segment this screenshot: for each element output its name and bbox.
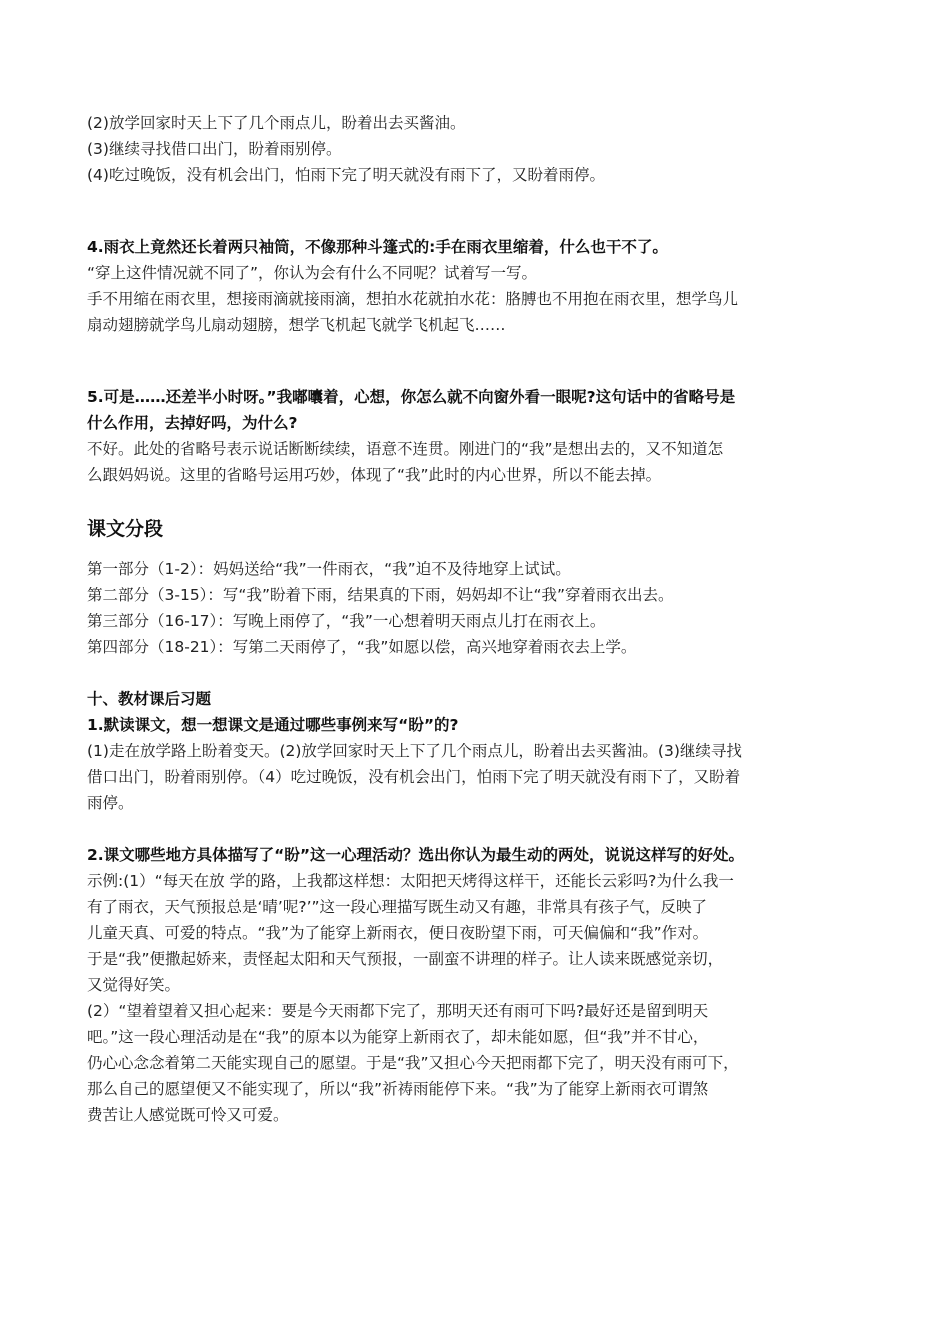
intro-item: (2)放学回家时天上下了几个雨点儿，盼着出去买酱油。 <box>87 114 466 132</box>
exercise-2-example-line: 仍心心念念着第二天能实现自己的愿望。于是“我”又担心今天把雨都下完了，明天没有雨可下， <box>87 1054 739 1072</box>
exercise-1-answer-line: 借口出门，盼着雨别停。（4）吃过晚饭，没有机会出门，怕雨下完了明天就没有雨下了，又盼着 <box>87 768 741 786</box>
section-title: 课文分段 <box>87 518 164 540</box>
q5-question-line: 5.可是……还差半小时呀。”我嘟囔着，心想，你怎么就不向窗外看一眼呢?这句话中的省略号是 <box>87 388 736 406</box>
exercise-2-example-line: 费苦让人感觉既可怜又可爱。 <box>87 1106 289 1124</box>
exercise-2-example-line: 那么自己的愿望便又不能实现了，所以“我”祈祷雨能停下来。“我”为了能穿上新雨衣可谓煞 <box>87 1080 709 1098</box>
intro-item: (4)吃过晚饭，没有机会出门，怕雨下完了明天就没有雨下了，又盼着雨停。 <box>87 166 605 184</box>
exercise-2-example-line: 示例:(1）“每天在放 学的路，上我都这样想：太阳把天烤得这样干，还能长云彩吗?为什么我一 <box>87 872 734 890</box>
section-item: 第三部分（16-17）：写晚上雨停了，“我”一心想着明天雨点儿打在雨衣上。 <box>87 612 606 630</box>
exercise-2-example-line: 儿童天真、可爱的特点。“我”为了能穿上新雨衣，便日夜盼望下雨，可天偏偏和“我”作对。 <box>87 924 709 942</box>
q4-answer-line: 手不用缩在雨衣里，想接雨滴就接雨滴，想拍水花就拍水花：胳膊也不用抱在雨衣里，想学鸟儿 <box>87 290 739 308</box>
exercise-2-example-line: (2）“望着望着又担心起来：要是今天雨都下完了，那明天还有雨可下吗?最好还是留到明天 <box>87 1002 709 1020</box>
exercise-2-example-line: 吧。”这一段心理活动是在“我”的原本以为能穿上新雨衣了，却未能如愿，但“我”并不甘心， <box>87 1028 709 1046</box>
q5-question-line: 什么作用，去掉好吗，为什么? <box>87 414 298 432</box>
exercise-1-answer-line: (1)走在放学路上盼着变天。(2)放学回家时天上下了几个雨点儿，盼着出去买酱油。(3)继续寻找 <box>87 742 742 760</box>
q4-question: 4.雨衣上竟然还长着两只袖筒，不像那种斗篷式的:手在雨衣里缩着，什么也干不了。 <box>87 238 668 256</box>
exercise-1-question: 1.默读课文，想一想课文是通过哪些事例来写“盼”的? <box>87 716 459 734</box>
exercise-2-example-line: 于是“我”便撒起娇来，责怪起太阳和天气预报，一副蛮不讲理的样子。让人读来既感觉亲切， <box>87 950 724 968</box>
section-item: 第二部分（3-15）：写“我”盼着下雨，结果真的下雨，妈妈却不让“我”穿着雨衣出去。 <box>87 586 674 604</box>
q4-answer-line: 扇动翅膀就学鸟儿扇动翅膀，想学飞机起飞就学飞机起飞…… <box>87 316 506 334</box>
section-item: 第四部分（18-21）：写第二天雨停了，“我”如愿以偿，高兴地穿着雨衣去上学。 <box>87 638 637 656</box>
q5-answer-line: 不好。此处的省略号表示说话断断续续，语意不连贯。刚进门的“我”是想出去的，又不知道怎 <box>87 440 724 458</box>
exercise-1-answer-line: 雨停。 <box>87 794 134 812</box>
exercise-2-example-line: 又觉得好笑。 <box>87 976 181 994</box>
exercise-2-example-line: 有了雨衣，天气预报总是‘晴’呢?’”这一段心理描写既生动又有趣，非常具有孩子气，反映了 <box>87 898 708 916</box>
section-item: 第一部分（1-2）：妈妈送给“我”一件雨衣，“我”迫不及待地穿上试试。 <box>87 560 571 578</box>
intro-item: (3)继续寻找借口出门，盼着雨别停。 <box>87 140 342 158</box>
q5-answer-line: 么跟妈妈说。这里的省略号运用巧妙，体现了“我”此时的内心世界，所以不能去掉。 <box>87 466 662 484</box>
q4-prompt: “穿上这件情况就不同了”，你认为会有什么不同呢？试着写一写。 <box>87 264 538 282</box>
exercises-title: 十、教材课后习题 <box>87 690 212 708</box>
exercise-2-question: 2.课文哪些地方具体描写了“盼”这一心理活动？选出你认为最生动的两处，说说这样写的好处。 <box>87 846 745 864</box>
